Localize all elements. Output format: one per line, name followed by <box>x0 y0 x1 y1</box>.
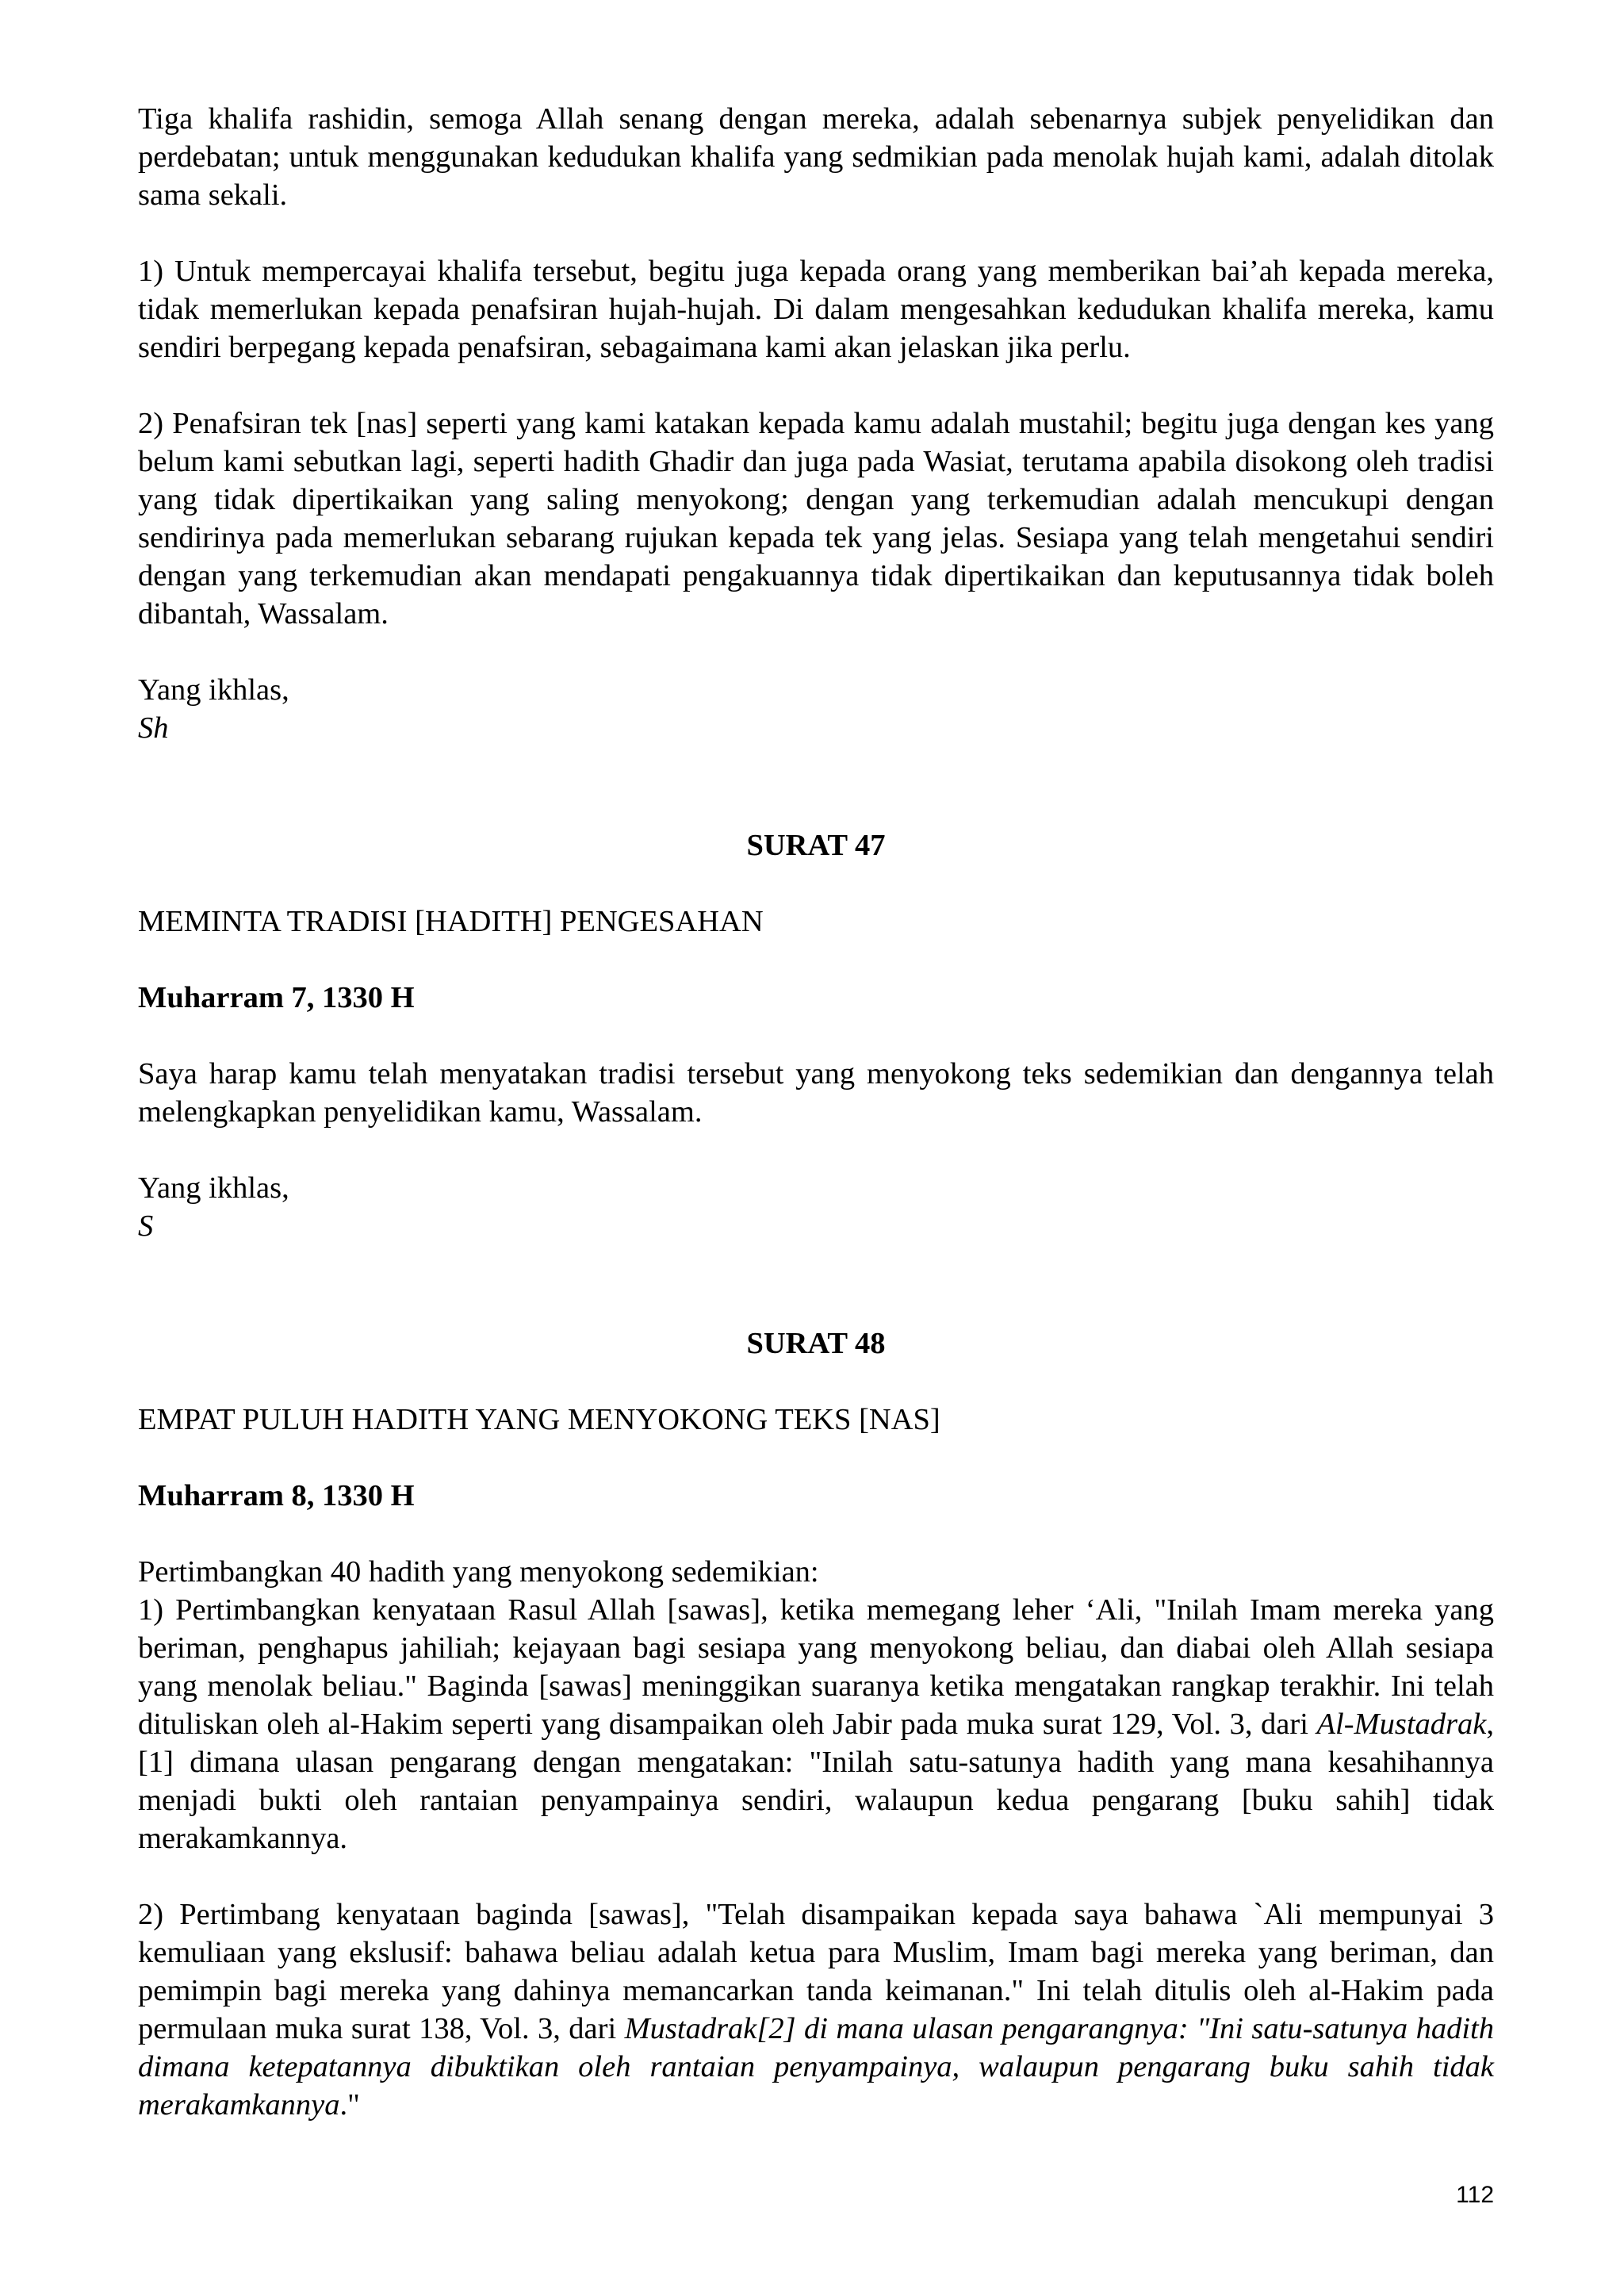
letter-date-surat-47: Muharram 7, 1330 H <box>138 981 415 1014</box>
intro-paragraph-1: Tiga khalifa rashidin, semoga Allah senang dengan mereka, adalah sebenarnya subjek penyelidikan dan perdebatan; untuk menggunakan kedudukan khalifa yang sedmikian pada menolak hujah kami, adalah ditolak sama sekali. <box>138 102 1494 212</box>
hadith-item-2 <box>138 1895 1494 2124</box>
closing-salutation: Yang ikhlas, <box>138 673 289 707</box>
closing-salutation: Yang ikhlas, <box>138 1171 289 1205</box>
intro-paragraph-2: 1) Untuk mempercayai khalifa tersebut, begitu juga kepada orang yang memberikan bai’ah kepada mereka, tidak memerlukan kepada penafsiran hujah-hujah. Di dalam mengesahkan kedudukan khalifa mereka, kamu sendiri berpegang kepada penafsiran, sebagaimana kami akan jelaskan jika perlu. <box>138 255 1494 364</box>
hadith-item-2-source: Mustadrak[2] di mana ulasan pengarangnya: "Ini satu-satunya hadith dimana ketepatannya dibuktikan oleh rantaian penyampainya, walaupun pengarang buku sahih tidak merakamkannya <box>138 2012 1494 2122</box>
signature: Sh <box>138 711 169 745</box>
intro-paragraph-3: 2) Penafsiran tek [nas] seperti yang kami katakan kepada kamu adalah mustahil; begitu juga dengan kes yang belum kami sebutkan lagi, seperti hadith Ghadir dan juga pada Wasiat, terutama apabila disokong oleh tradisi yang tidak dipertikaikan yang saling menyokong; dengan yang terkemudian adalah mencukupi dengan sendirinya pada memerlukan sebarang rujukan kepada tek yang jelas. Sesiapa yang telah mengetahui sendiri dengan yang terkemudian akan mendapati pengakuannya tidak dipertikaikan dan keputusannya tidak boleh dibantah, Wassalam. <box>138 407 1494 631</box>
hadith-item-1-text-b: ,[1] dimana ulasan pengarang dengan mengatakan: "Inilah satu-satunya hadith yang mana kesahihannya menjadi bukti oleh rantaian penyampainya sendiri, walaupun kedua pengarang [buku sahih] tidak merakamkannya. <box>138 1708 1494 1855</box>
hadith-item-2-text-b: ." <box>339 2088 360 2122</box>
hadith-item-1-source: Al-Mustadrak <box>1316 1708 1487 1741</box>
hadith-item-1-text-a: 1) Pertimbangkan kenyataan Rasul Allah [sawas], ketika memegang leher ‘Ali, "Inilah Imam mereka yang beriman, penghapus jahiliah; kejayaan bagi sesiapa yang menyokong beliau, dan diabai oleh Allah sesiapa yang menolak beliau." Baginda [sawas] meninggikan suaranya ketika mengatakan rangkap terakhir. Ini telah dituliskan oleh al-Hakim seperti yang disampaikan oleh Jabir pada muka surat 129, Vol. 3, dari <box>138 1593 1494 1741</box>
hadith-item-2-text-a: 2) Pertimbang kenyataan baginda [sawas], "Telah disampaikan kepada saya bahawa `Ali mempunyai 3 kemuliaan yang ekslusif: bahawa beliau adalah ketua para Muslim, Imam bagi mereka yang beriman, dan pemimpin bagi mereka yang dahinya memancarkan tanda keimanan." Ini telah ditulis oleh al-Hakim pada permulaan muka surat 138, Vol. 3, dari <box>138 1898 1494 2045</box>
page-number: 112 <box>1456 2182 1494 2208</box>
section-heading-surat-47: SURAT 47 <box>746 829 886 862</box>
page-content <box>138 100 1494 2124</box>
hadith-item-1 <box>138 1591 1494 1857</box>
letter-body-surat-47: Saya harap kamu telah menyatakan tradisi tersebut yang menyokong teks sedemikian dan dengannya telah melengkapkan penyelidikan kamu, Wassalam. <box>138 1057 1494 1129</box>
letter-date-surat-48: Muharram 8, 1330 H <box>138 1479 415 1512</box>
section-title-surat-47: MEMINTA TRADISI [HADITH] PENGESAHAN <box>138 905 764 938</box>
section-heading-surat-48: SURAT 48 <box>746 1327 886 1360</box>
section-title-surat-48: EMPAT PULUH HADITH YANG MENYOKONG TEKS [NAS] <box>138 1403 940 1436</box>
letter-lead-surat-48: Pertimbangkan 40 hadith yang menyokong sedemikian: <box>138 1555 819 1589</box>
signature: S <box>138 1209 154 1243</box>
